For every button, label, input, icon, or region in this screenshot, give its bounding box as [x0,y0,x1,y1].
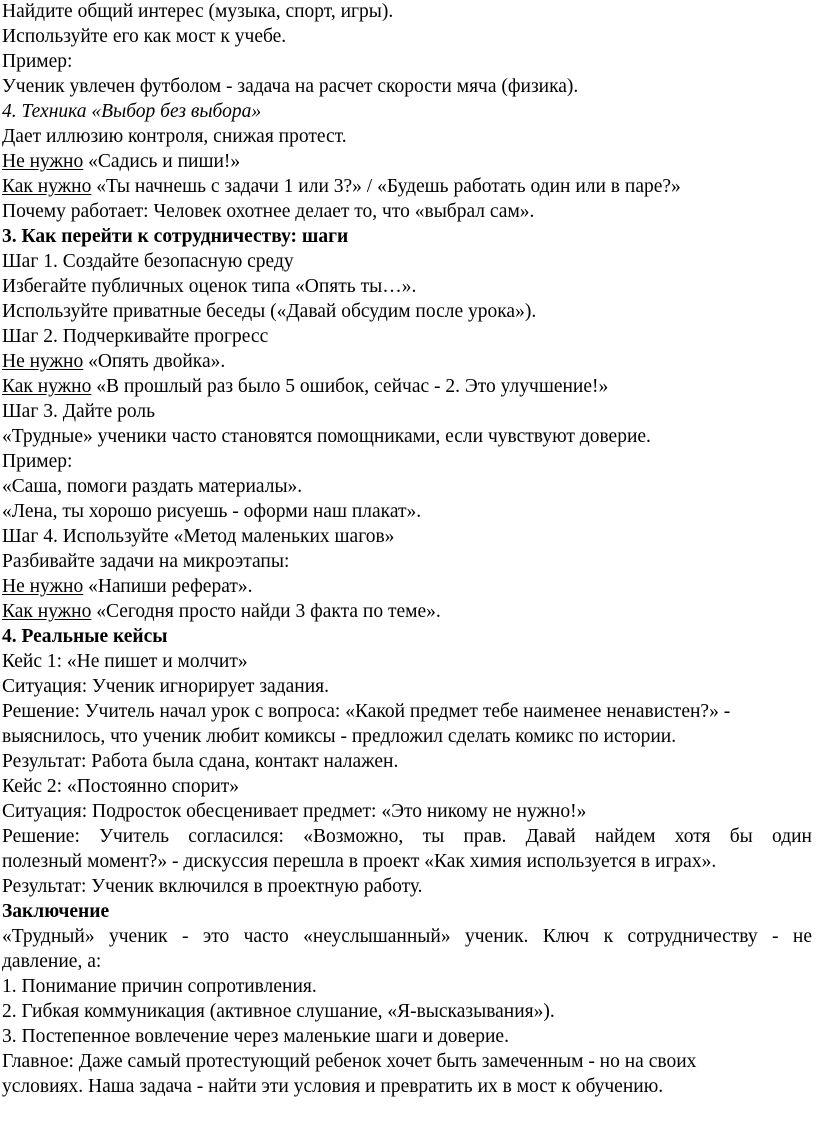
paragraph-line: «Лена, ты хорошо рисуешь - оформи наш плакат». [2,501,422,522]
section-heading: Заключение [2,901,110,922]
paragraph-line: Результат: Ученик включился в проектную работу. [2,876,423,897]
wrong-label: Не нужно [2,151,84,172]
paragraph-line: полезный момент?» - дискуссия перешла в проект «Как химия используется в играх». [2,851,717,872]
right-label: Как нужно [2,601,92,622]
paragraph-line: Почему работает: Человек охотнее делает то, что «выбрал сам». [2,201,535,222]
section-heading: 3. Как перейти к сотрудничеству: шаги [2,226,349,247]
example-line [2,350,812,374]
example-text: «Опять двойка». [83,351,226,372]
paragraph-line: Ученик увлечен футболом - задача на расчет скорости мяча (физика). [2,76,579,97]
example-text: «В прошлый раз было 5 ошибок, сейчас - 2. Это улучшение!» [91,376,609,397]
list-item: 1. Понимание причин сопротивления. [2,976,317,997]
paragraph-line: Ситуация: Подросток обесценивает предмет: «Это никому не нужно!» [2,801,587,822]
paragraph-line: Пример: [2,51,73,72]
example-line [2,600,812,624]
paragraph-line: Результат: Работа была сдана, контакт налажен. [2,751,399,772]
paragraph-line: Используйте приватные беседы («Давай обсудим после урока»). [2,301,537,322]
example-line [2,375,812,399]
paragraph-line: Шаг 4. Используйте «Метод маленьких шагов» [2,526,395,547]
example-text: «Садись и пиши!» [83,151,241,172]
right-label: Как нужно [2,176,92,197]
paragraph-line: Главное: Даже самый протестующий ребенок хочет быть замеченным - но на своих [2,1051,697,1072]
paragraph-line: Используйте его как мост к учебе. [2,26,287,47]
paragraph-line: Кейс 1: «Не пишет и молчит» [2,651,248,672]
paragraph-line: Пример: [2,451,73,472]
paragraph-line: условиях. Наша задача - найти эти условия и превратить их в мост к обучению. [2,1076,664,1097]
paragraph-line: «Трудные» ученики часто становятся помощниками, если чувствуют доверие. [2,426,651,447]
paragraph-line: Разбивайте задачи на микроэтапы: [2,551,290,572]
wrong-label: Не нужно [2,351,84,372]
example-line [2,175,812,199]
paragraph-line: Шаг 2. Подчеркивайте прогресс [2,326,269,347]
example-line [2,150,812,174]
list-item: 2. Гибкая коммуникация (активное слушание, «Я-высказывания»). [2,1001,555,1022]
paragraph-line: «Трудный» ученик - это часто «неуслышанный» ученик. Ключ к сотрудничеству - не [2,926,812,947]
paragraph-line: Решение: Учитель начал урок с вопроса: «Какой предмет тебе наименее ненавистен?» - [2,701,731,722]
paragraph-line: «Саша, помоги раздать материалы». [2,476,303,497]
paragraph-line: Кейс 2: «Постоянно спорит» [2,776,240,797]
paragraph-line: выяснилось, что ученик любит комиксы - предложил сделать комикс по истории. [2,726,677,747]
list-item: 3. Постепенное вовлечение через маленькие шаги и доверие. [2,1026,509,1047]
section-subheading: 4. Техника «Выбор без выбора» [2,101,262,122]
section-heading: 4. Реальные кейсы [2,626,168,647]
paragraph-line: Избегайте публичных оценок типа «Опять ты…». [2,276,417,297]
paragraph-line: Шаг 1. Создайте безопасную среду [2,251,294,272]
paragraph-line: Дает иллюзию контроля, снижая протест. [2,126,347,147]
paragraph-line: Найдите общий интерес (музыка, спорт, игры). [2,1,394,22]
wrong-label: Не нужно [2,576,84,597]
paragraph-line: Решение: Учитель согласился: «Возможно, ты прав. Давай найдем хотя бы один [2,826,812,847]
paragraph-line: давление, а: [2,951,102,972]
paragraph-line: Шаг 3. Дайте роль [2,401,156,422]
right-label: Как нужно [2,376,92,397]
example-text: «Сегодня просто найди 3 факта по теме». [91,601,441,622]
example-line [2,575,812,599]
paragraph-line: Ситуация: Ученик игнорирует задания. [2,676,329,697]
example-text: «Напиши реферат». [83,576,253,597]
example-text: «Ты начнешь с задачи 1 или 3?» / «Будешь работать один или в паре?» [91,176,681,197]
